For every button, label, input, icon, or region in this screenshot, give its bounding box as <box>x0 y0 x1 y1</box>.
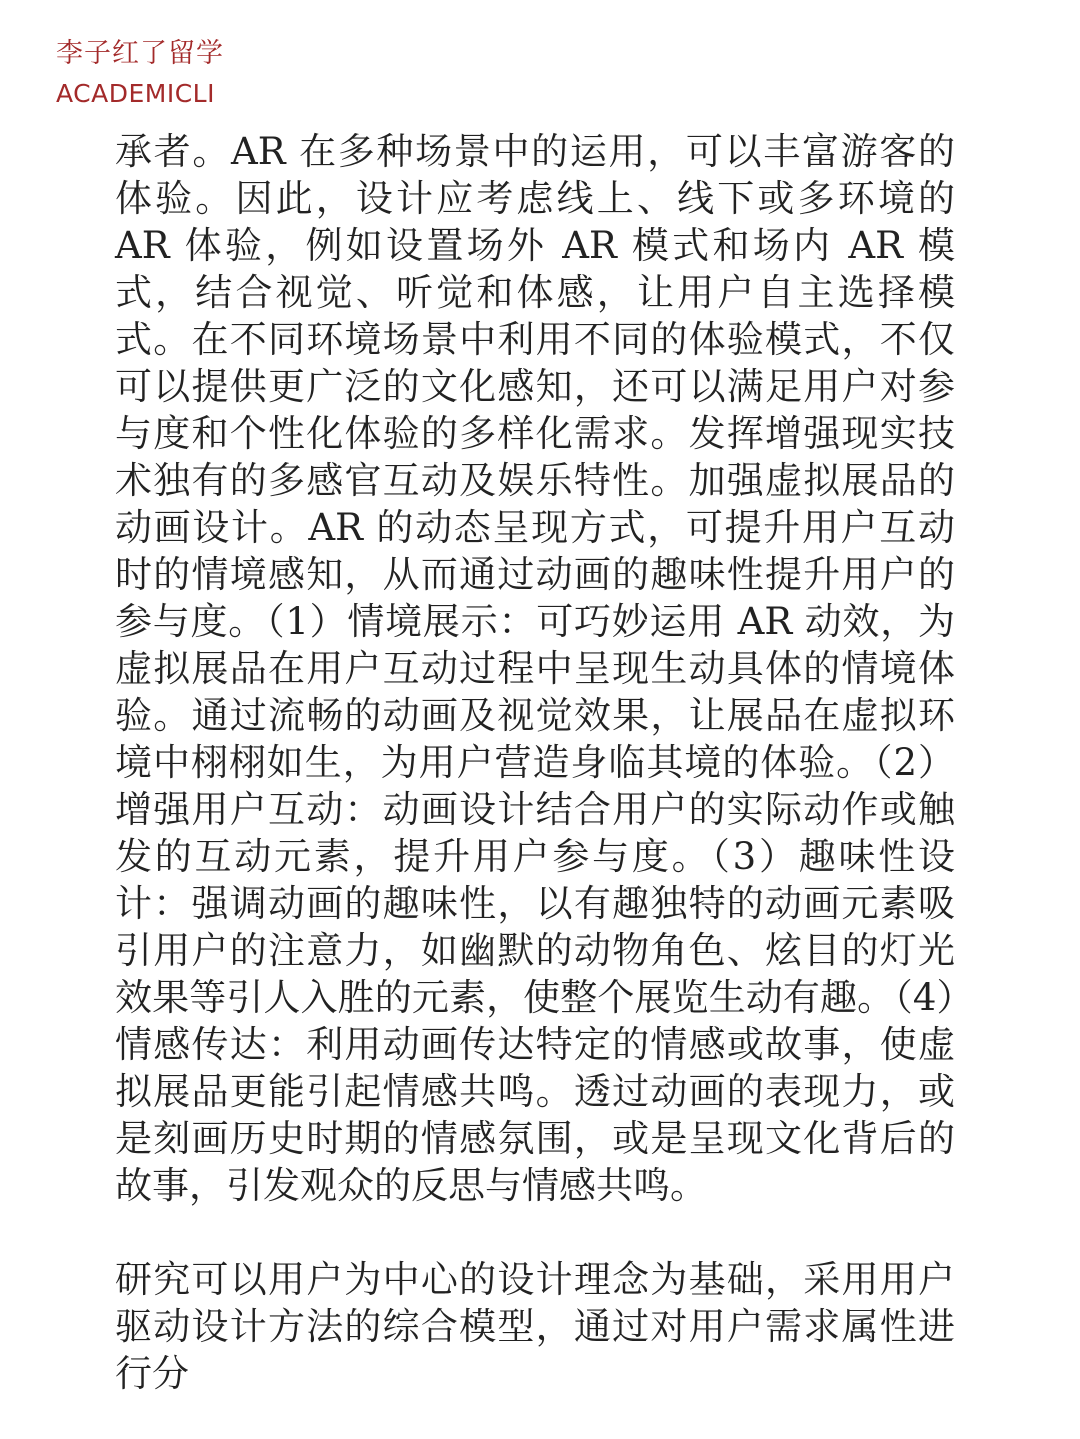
brand-logo <box>56 36 224 112</box>
article-body <box>115 128 955 1397</box>
brand-name-cn: 李子红了留学 <box>56 38 224 69</box>
brand-name-en: ACADEMICLI <box>56 79 215 108</box>
paragraph-1: 承者。AR 在多种场景中的运用，可以丰富游客的体验。因此，设计应考虑线上、线下或多环境的 AR 体验，例如设置场外 AR 模式和场内 AR 模式，结合视觉、听觉和体感，让用户自主选择模式。在不同环境场景中利用不同的体验模式，不仅可以提供更广泛的文化感知，还可以满足用户对参与度和个性化体验的多样化需求。发挥增强现实技术独有的多感官互动及娱乐特性。加强虚拟展品的动画设计。AR 的动态呈现方式，可提升用户互动时的情境感知，从而通过动画的趣味性提升用户的参与度。（1）情境展示：可巧妙运用 AR 动效，为虚拟展品在用户互动过程中呈现生动具体的情境体验。通过流畅的动画及视觉效果，让展品在虚拟环境中栩栩如生，为用户营造身临其境的体验。（2）增强用户互动：动画设计结合用户的实际动作或触发的互动元素，提升用户参与度。（3）趣味性设计：强调动画的趣味性，以有趣独特的动画元素吸引用户的注意力，如幽默的动物角色、炫目的灯光效果等引人入胜的元素，使整个展览生动有趣。（4）情感传达：利用动画传达特定的情感或故事，使虚拟展品更能引起情感共鸣。透过动画的表现力，或是刻画历史时期的情感氛围，或是呈现文化背后的故事，引发观众的反思与情感共鸣。 <box>115 130 955 1207</box>
paragraph-2: 研究可以用户为中心的设计理念为基础，采用用户驱动设计方法的综合模型，通过对用户需求属性进行分 <box>115 1258 955 1395</box>
